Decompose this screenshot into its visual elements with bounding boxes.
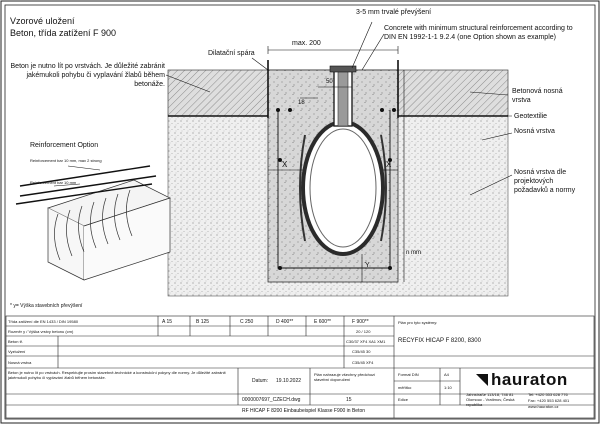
concrete-note: Concrete with minimum structural reinforcement according to DIN EN 1992-1-1 9.2.4 (one Option shown as example) [384, 25, 573, 41]
load-row-label: Třída zatížení dle EN 1433 / DIN 19580 [8, 319, 79, 324]
sheet-number: 15 [346, 397, 352, 403]
label-concrete-layer: Betonová nosná vrstva [512, 88, 563, 104]
label-base-layer: Nosná vrstva [514, 128, 555, 135]
channel-slot [338, 70, 348, 126]
dim-x-label-right: X [386, 160, 392, 169]
company-web: www.hauraton.cz [528, 404, 559, 409]
leader-top-note [352, 22, 372, 68]
footnote: * y= Výška stavebních převýšení [10, 303, 83, 309]
left-note: Beton je nutno lít po vrstvách. Je důležité zabránit jakémukoli pohybu či vyplavání žlabů během betonáže. [10, 63, 165, 88]
drawing-title: RF HICAP F 8200 Einbaubeispiel Klasse F900 in Beton [242, 408, 366, 414]
row5-label: Nosná vrstva [8, 360, 32, 365]
row4-label: Vyztužení [8, 349, 26, 354]
edition-label: Edice [398, 397, 409, 402]
file-name: 0000007697_CZECH.dwg [242, 397, 301, 403]
dim-max-label: max. 200 [292, 40, 321, 47]
drawing-title-line2: Beton, třída zatížení F 900 [10, 28, 117, 38]
format-value: A4 [444, 372, 449, 377]
product-name: RECYFIX HICAP F 8200, 8300 [398, 338, 481, 344]
load-class-2: B 125 [196, 319, 210, 325]
dim-18-label: 18 [298, 100, 305, 106]
dim-y-label: Y [365, 262, 370, 269]
brand-name: hauraton [491, 370, 568, 389]
company-phone: Tel: +420 553 628 776 [528, 392, 568, 397]
drawing-title-line1: Vzorové uložení [10, 16, 75, 26]
channel-inner-wall [310, 129, 376, 247]
row2-value: 20 / 120 [356, 329, 371, 334]
leader-concrete-note [362, 34, 384, 70]
dim-50-label: 50 [326, 79, 333, 85]
company-fax: Fax: +420 553 628 401 [528, 398, 570, 403]
load-class-1: A 15 [162, 319, 173, 325]
load-class-3: C 250 [240, 319, 254, 325]
brand-mark-icon [476, 374, 488, 386]
label-base-layer-project: Nosná vrstva dle projektových požadavků a normy [514, 169, 576, 194]
format-label: Format DIN [398, 372, 419, 377]
channel-grate [330, 66, 356, 72]
top-note: 3-5 mm trvalé převýšení [356, 9, 432, 16]
status-text: Plán nahrazuje všechny předchozí stavební doporučení [314, 372, 376, 382]
reinf-label-1: Reinforcement bar 10 mm, max 2 strong [30, 158, 102, 163]
row4-value: C35/45 30 [352, 349, 371, 354]
brand-logo [476, 370, 568, 390]
row5-value: C35/45 XF4 [352, 360, 374, 365]
leader-joint [252, 58, 268, 70]
date-value: 19.10.2022 [276, 378, 302, 384]
load-class-5: E 600** [314, 319, 331, 325]
reinforcement-title: Reinforcement Option [30, 142, 99, 149]
dim-nmm-label: n mm [406, 250, 421, 256]
label-geotextile: Geotextilie [514, 113, 548, 120]
load-class-6: F 900** [352, 319, 369, 325]
title-block-notes: Beton je nutno lít po vrstvách. Respektujte prosím stavebně-technické a konstrukční pokyny dle normy. Je důležité zabránit jakémukoli pohybu či vyplavání žlabů během betonáže. [8, 370, 226, 380]
plan-for-label: Plán pro tyto systémy: [398, 320, 438, 325]
company-address: Jahnstraße 113/18, 746 81 Olomouc - Vratimov, Česká republika [466, 392, 515, 407]
row3-label: Beton tř. [8, 339, 24, 344]
dim-x-label-left: X [282, 160, 288, 169]
row3-value: C30/37 XF4 XA1 XM1 [346, 339, 386, 344]
load-class-4: D 400** [276, 319, 294, 325]
row2-label: Rozměr y / Výška vrstvy betonu (cm) [8, 329, 74, 334]
scale-value: 1:10 [444, 385, 452, 390]
joint-label: Dilatační spára [208, 50, 255, 57]
reinf-label-2: Reinforcement bar 10 mm [30, 180, 77, 185]
scale-label: měřítko [398, 385, 412, 390]
date-label: Datum: [252, 378, 269, 384]
